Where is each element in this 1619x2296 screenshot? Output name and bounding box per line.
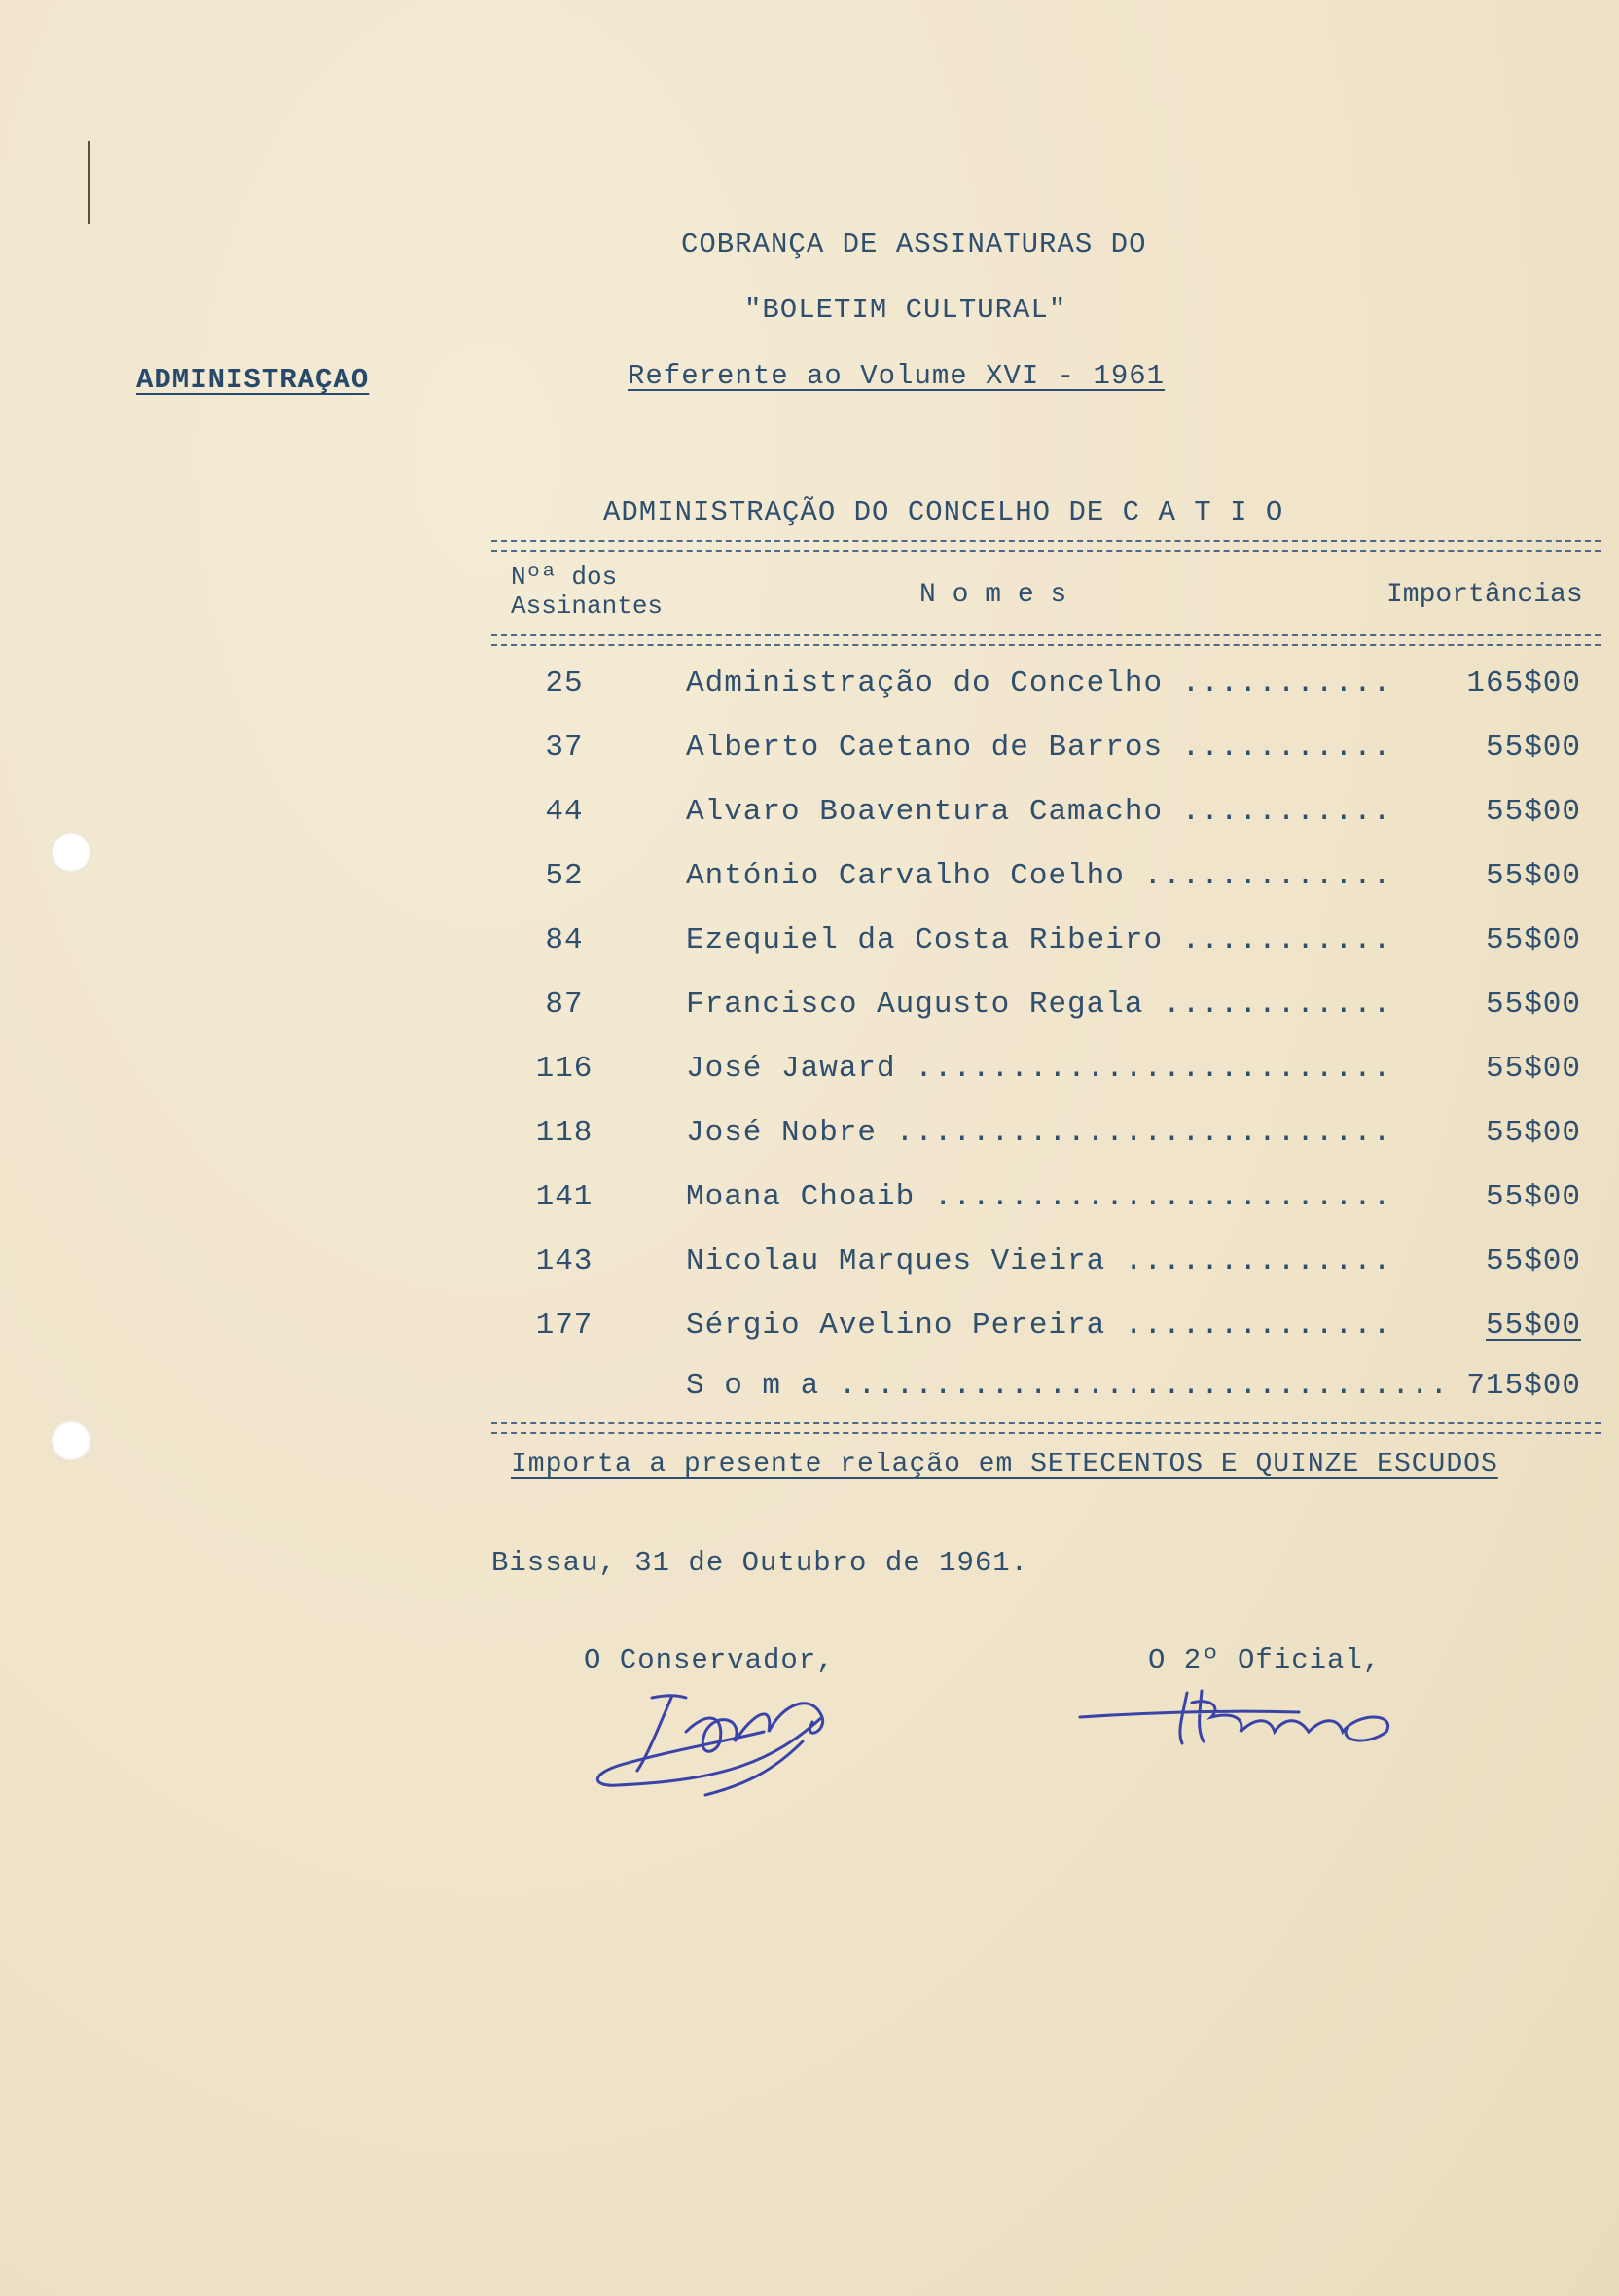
signature-right bbox=[1075, 1673, 1406, 1785]
subscriber-amount: 55$00 bbox=[1485, 923, 1581, 957]
subscriber-number: 25 bbox=[545, 666, 584, 700]
subscriber-name: Nicolau Marques Vieira ..... bbox=[686, 1244, 1391, 1278]
table-row bbox=[491, 923, 1601, 972]
signature-right-title: O 2º Oficial, bbox=[1148, 1644, 1382, 1676]
subscriber-amount: 55$00 bbox=[1485, 859, 1581, 893]
signature-left bbox=[579, 1673, 890, 1805]
table-top-rule bbox=[491, 540, 1601, 552]
subscriber-amount: 55$00 bbox=[1485, 1244, 1581, 1278]
table-row bbox=[491, 1180, 1601, 1229]
subscriber-number: 84 bbox=[545, 923, 584, 957]
department-label: ADMINISTRAÇAO bbox=[136, 364, 370, 396]
punch-hole-bottom bbox=[51, 1420, 91, 1461]
margin-mark bbox=[88, 141, 90, 224]
subscriber-number: 141 bbox=[535, 1180, 594, 1214]
table-row bbox=[491, 1309, 1601, 1357]
subscriber-amount: 55$00 bbox=[1485, 1309, 1581, 1343]
subscriber-amount: 165$00 bbox=[1466, 666, 1581, 700]
subscriber-amount: 55$00 bbox=[1485, 987, 1581, 1022]
subscriber-number: 52 bbox=[545, 859, 584, 893]
subscriber-name: José Nobre ..... bbox=[686, 1116, 1391, 1150]
table-row bbox=[491, 795, 1601, 843]
sum-row bbox=[491, 1369, 1601, 1417]
col-header-names: N o m e s bbox=[919, 580, 1067, 610]
subscriber-number: 118 bbox=[535, 1116, 594, 1150]
table-row bbox=[491, 1244, 1601, 1293]
subscriber-name: Alvaro Boaventura Camacho ..... bbox=[686, 795, 1391, 829]
subscriber-amount: 55$00 bbox=[1485, 1180, 1581, 1214]
subscriber-amount: 55$00 bbox=[1485, 795, 1581, 829]
subscriber-name: Ezequiel da Costa Ribeiro ..... bbox=[686, 923, 1391, 957]
subscriber-amount: 55$00 bbox=[1485, 1116, 1581, 1150]
col-header-number-line1: Nºª dos bbox=[511, 562, 618, 592]
table-row bbox=[491, 1052, 1601, 1100]
header-title-line3: Referente ao Volume XVI - 1961 bbox=[628, 360, 1166, 392]
subscriber-number: 116 bbox=[535, 1052, 594, 1086]
table-row bbox=[491, 731, 1601, 779]
subscriber-amount: 55$00 bbox=[1485, 731, 1581, 765]
subscriber-amount: 55$00 bbox=[1485, 1052, 1581, 1086]
subscriber-number: 44 bbox=[545, 795, 584, 829]
subscriber-name: António Carvalho Coelho ..... bbox=[686, 859, 1391, 893]
sum-label: S o m a ..... bbox=[686, 1369, 1445, 1403]
col-header-number-line2: Assinantes bbox=[511, 592, 664, 621]
subscriber-name: Alberto Caetano de Barros ..... bbox=[686, 731, 1391, 765]
table-bottom-rule bbox=[491, 1422, 1601, 1434]
header-title-line2: "BOLETIM CULTURAL" bbox=[744, 294, 1067, 326]
table-row bbox=[491, 859, 1601, 908]
table-header-rule bbox=[491, 634, 1601, 646]
subscriber-number: 143 bbox=[535, 1244, 594, 1278]
table-row bbox=[491, 666, 1601, 715]
signature-left-title: O Conservador, bbox=[584, 1644, 835, 1676]
header-title-line1: COBRANÇA DE ASSINATURAS DO bbox=[681, 229, 1147, 261]
table-row bbox=[491, 987, 1601, 1036]
subscriber-name: José Jaward ..... bbox=[686, 1052, 1391, 1086]
sum-amount: 715$00 bbox=[1466, 1369, 1581, 1403]
place-date: Bissau, 31 de Outubro de 1961. bbox=[491, 1547, 1029, 1579]
subscriber-name: Administração do Concelho ..... bbox=[686, 666, 1391, 700]
section-title: ADMINISTRAÇÃO DO CONCELHO DE C A T I O bbox=[603, 496, 1284, 528]
subscriber-name: Sérgio Avelino Pereira ..... bbox=[686, 1309, 1391, 1343]
table-row bbox=[491, 1116, 1601, 1165]
subscriber-number: 87 bbox=[545, 987, 584, 1022]
signature-left-scribble bbox=[579, 1673, 890, 1800]
signature-right-scribble bbox=[1075, 1673, 1406, 1780]
col-header-number bbox=[511, 562, 663, 621]
punch-hole-top bbox=[51, 832, 91, 873]
subscriber-name: Francisco Augusto Regala ..... bbox=[686, 987, 1391, 1022]
subscriber-name: Moana Choaib ..... bbox=[686, 1180, 1391, 1214]
subscriber-number: 177 bbox=[535, 1309, 594, 1343]
total-in-words: Importa a presente relação em SETECENTOS E QUINZE ESCUDOS bbox=[511, 1450, 1498, 1480]
col-header-amount: Importâncias bbox=[1386, 580, 1583, 610]
subscriber-number: 37 bbox=[545, 731, 584, 765]
